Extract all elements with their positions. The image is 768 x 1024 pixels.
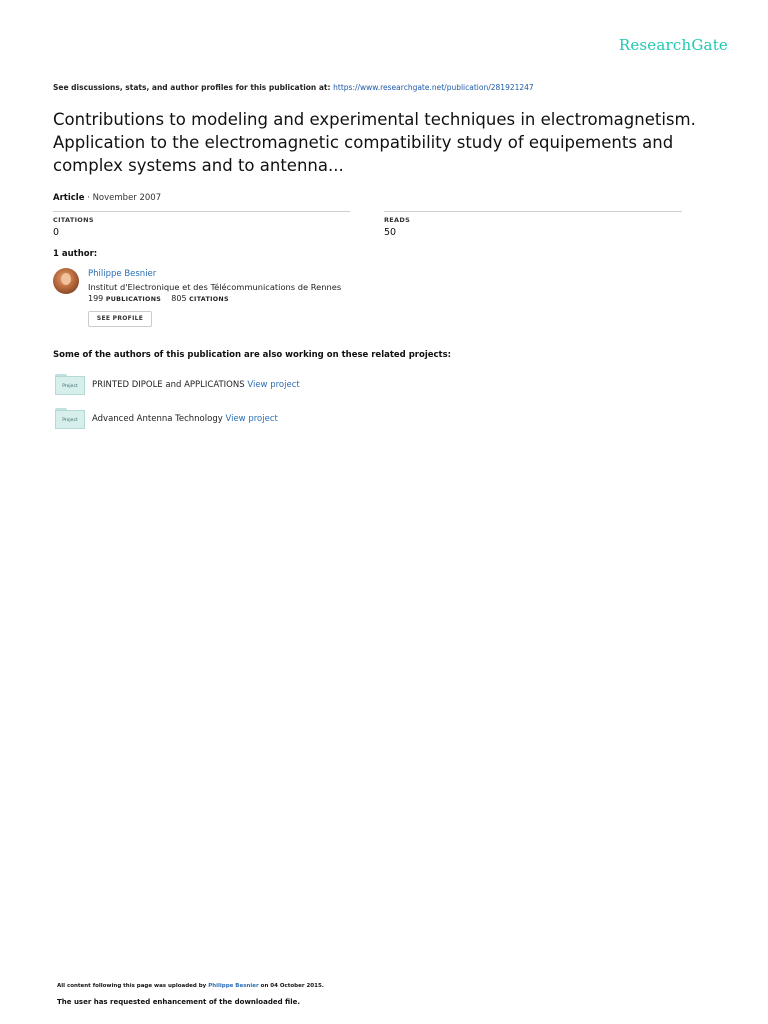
author-citations-label: CITATIONS xyxy=(189,296,229,303)
publication-link[interactable]: https://www.researchgate.net/publication/281921247 xyxy=(333,83,534,92)
publication-title: Contributions to modeling and experimental techniques in electromagnetism. Application to the electromagnetic compatibility study of equipements and complex systems and to antenna... xyxy=(53,110,696,175)
author-publications-count: 199 xyxy=(88,294,104,303)
researchgate-logo[interactable]: ResearchGate xyxy=(618,36,728,54)
author-citations-count: 805 xyxy=(171,294,187,303)
related-projects-heading: Some of the authors of this publication are also working on these related projects: xyxy=(53,350,452,360)
publication-meta xyxy=(53,193,161,203)
upload-prefix: All content following this page was uploaded by xyxy=(57,983,209,989)
enhancement-note: The user has requested enhancement of the downloaded file. xyxy=(57,998,301,1006)
publication-type: Article xyxy=(53,193,85,203)
project-folder-label: Project xyxy=(55,410,85,429)
author-publications-label: PUBLICATIONS xyxy=(105,296,162,303)
project-text xyxy=(92,414,278,424)
author-institution: Institut d'Electronique et des Télécommunications de Rennes xyxy=(88,282,342,292)
divider-citations xyxy=(53,211,350,212)
reads-value: 50 xyxy=(384,227,397,238)
discussion-line xyxy=(53,83,534,92)
upload-note xyxy=(57,983,324,989)
project-name: Advanced Antenna Technology xyxy=(92,414,226,424)
view-project-link[interactable]: View project xyxy=(247,380,300,390)
divider-reads xyxy=(384,211,682,212)
author-name-link[interactable]: Philippe Besnier xyxy=(88,269,157,279)
author-stats xyxy=(88,294,229,303)
authors-heading: 1 author: xyxy=(53,249,98,259)
reads-label: READS xyxy=(384,216,411,224)
view-project-link[interactable]: View project xyxy=(225,414,278,424)
upload-suffix: on 04 October 2015. xyxy=(258,983,324,989)
project-name: PRINTED DIPOLE and APPLICATIONS xyxy=(92,380,248,390)
uploader-link[interactable]: Philippe Besnier xyxy=(208,983,259,989)
project-text xyxy=(92,380,300,390)
project-folder-icon xyxy=(55,408,85,430)
discussion-text: See discussions, stats, and author profiles for this publication at: xyxy=(53,83,334,92)
see-profile-button[interactable]: SEE PROFILE xyxy=(88,311,152,327)
project-folder-label: Project xyxy=(55,376,85,395)
author-avatar[interactable] xyxy=(53,268,79,294)
project-folder-icon xyxy=(55,374,85,396)
citations-label: CITATIONS xyxy=(53,216,94,224)
citations-value: 0 xyxy=(53,227,60,238)
avatar-face xyxy=(61,273,71,285)
publication-date: · November 2007 xyxy=(84,193,162,203)
